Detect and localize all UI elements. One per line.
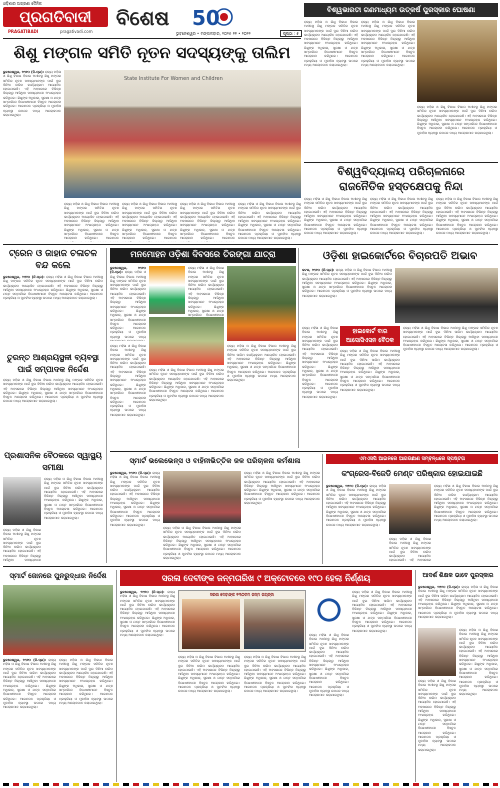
registration-marks xyxy=(3,783,498,786)
anniversary-emblem xyxy=(190,5,234,29)
logo-latin: PRAGATIBADI xyxy=(8,29,39,34)
page-number: ପୃଷ୍ଠା : ୫ xyxy=(280,30,302,37)
sarala-inset-title: ସରଳା ଦେବୀଙ୍କ ୧୩୦ତମ ଜନ୍ମ ଜୟନ୍ତୀ xyxy=(209,592,275,597)
smart-body-1 xyxy=(110,471,160,563)
congress-dateline: ଭୁବନେଶ୍ୱର, ୨୯ା୧୦ (ନି.ପ୍ର): xyxy=(326,484,368,488)
congress-portrait xyxy=(389,484,431,534)
bottom-right-body-2: ରାଜ୍ୟ ମହିଳା ଓ ଶିଶୁ ବିକାଶ ବିଭାଗ ଅଧୀନସ୍ଥ ଶିଶୁ ମଙ୍ଗଳ ସମିତିର ନୂତନ ସଦସ୍ୟମାନଙ୍କ ପାଇଁ ଦୁଇ ଦିନିଆ ତାଲିମ କାର୍ଯ୍ୟକ୍ରମ ଆୟୋଜିତ ହୋଇଯାଇଛି। ଏହି ଅବସରରେ ବିଭିନ୍ନ ଜିଲ୍ଲାରୁ ଆସିଥିବା ସଦସ୍ୟମାନେ ଅଂଶଗ୍ରହଣ କରିଥିଲେ। ଶିଶୁଙ୍କ ଅଧିକାର, ସୁରକ୍ଷା ଓ ଯତ୍ନ ସମ୍ପର୍କରେ ବିଶେଷଜ୍ଞମାନେ ବିସ୍ତୃତ ଆଲୋଚନା କରିଥିଲେ। ଆଇନଗତ ପ୍ରକ୍ରିୟା ଓ ପୁନର୍ବାସ ବ୍ୟବସ୍ଥା ଉପରେ ମଧ୍ୟ ଆଲୋକପାତ କରାଯାଇଥିଲା। xyxy=(459,628,498,697)
sarala-body-1 xyxy=(120,590,175,780)
section-rule-2 xyxy=(110,451,498,452)
tiranga-photo-1 xyxy=(149,266,185,314)
main-dateline: ଭୁବନେଶ୍ୱର, ୨୯ା୧୦ (ନି.ପ୍ର): xyxy=(3,70,44,74)
bottom-left-body-text: ରାଜ୍ୟ ମହିଳା ଓ ଶିଶୁ ବିକାଶ ବିଭାଗ ଅଧୀନସ୍ଥ ଶିଶୁ ମଙ୍ଗଳ ସମିତିର ନୂତନ ସଦସ୍ୟମାନଙ୍କ ପାଇଁ ଦୁଇ ଦିନିଆ ତାଲିମ କାର୍ଯ୍ୟକ୍ରମ ଆୟୋଜିତ ହୋଇଯାଇଛି। ଏହି ଅବସରରେ ବିଭିନ୍ନ ଜିଲ୍ଲାରୁ ଆସିଥିବା ସଦସ୍ୟମାନେ ଅଂଶଗ୍ରହଣ କରିଥିଲେ। ଶିଶୁଙ୍କ ଅଧିକାର, ସୁରକ୍ଷା ଓ ଯତ୍ନ ସମ୍ପର୍କରେ ବିଶେଷଜ୍ଞମାନେ ବିସ୍ତୃତ ଆଲୋଚନା କରିଥିଲେ। ଆଇନଗତ ପ୍ରକ୍ରିୟା ଓ ପୁନର୍ବାସ ବ୍ୟବସ୍ଥା ଉପରେ ମଧ୍ୟ ଆଲୋକପାତ କରାଯାଇଥିଲା। xyxy=(3,658,56,710)
tiranga-photo-2 xyxy=(227,266,296,341)
main-body-left xyxy=(3,70,61,240)
mid-divider xyxy=(298,248,299,448)
univ-rule xyxy=(304,162,498,163)
hc-body-text: ରାଜ୍ୟ ମହିଳା ଓ ଶିଶୁ ବିକାଶ ବିଭାଗ ଅଧୀନସ୍ଥ ଶିଶୁ ମଙ୍ଗଳ ସମିତିର ନୂତନ ସଦସ୍ୟମାନଙ୍କ ପାଇଁ ଦୁଇ ଦିନିଆ ତାଲିମ କାର୍ଯ୍ୟକ୍ରମ ଆୟୋଜିତ ହୋଇଯାଇଛି। ଏହି ଅବସରରେ ବିଭିନ୍ନ ଜିଲ୍ଲାରୁ ଆସିଥିବା ସଦସ୍ୟମାନେ ଅଂଶଗ୍ରହଣ କରିଥିଲେ। ଶିଶୁଙ୍କ ଅଧିକାର, ସୁରକ୍ଷା ଓ ଯତ୍ନ ସମ୍ପର୍କରେ ବିଶେଷଜ୍ଞମାନେ ବିସ୍ତୃତ ଆଲୋଚନା କରିଥିଲେ। ଆଇନଗତ ପ୍ରକ୍ରିୟା ଓ ପୁନର୍ବାସ ବ୍ୟବସ୍ଥା ଉପରେ ମଧ୍ୟ ଆଲୋକପାତ କରାଯାଇଥିଲା। xyxy=(302,268,392,298)
bottom-left-divider xyxy=(116,570,117,782)
top-right-body-1: ରାଜ୍ୟ ମହିଳା ଓ ଶିଶୁ ବିକାଶ ବିଭାଗ ଅଧୀନସ୍ଥ ଶିଶୁ ମଙ୍ଗଳ ସମିତିର ନୂତନ ସଦସ୍ୟମାନଙ୍କ ପାଇଁ ଦୁଇ ଦିନିଆ ତାଲିମ କାର୍ଯ୍ୟକ୍ରମ ଆୟୋଜିତ ହୋଇଯାଇଛି। ଏହି ଅବସରରେ ବିଭିନ୍ନ ଜିଲ୍ଲାରୁ ଆସିଥିବା ସଦସ୍ୟମାନେ ଅଂଶଗ୍ରହଣ କରିଥିଲେ। ଶିଶୁଙ୍କ ଅଧିକାର, ସୁରକ୍ଷା ଓ ଯତ୍ନ ସମ୍ପର୍କରେ ବିଶେଷଜ୍ଞମାନେ ବିସ୍ତୃତ ଆଲୋଚନା କରିଥିଲେ। ଆଇନଗତ ପ୍ରକ୍ରିୟା ଓ ପୁନର୍ବାସ ବ୍ୟବସ୍ଥା ଉପରେ ମଧ୍ୟ ଆଲୋକପାତ କରାଯାଇଥିଲା। xyxy=(304,20,358,67)
website: pragativadi.com xyxy=(60,29,93,34)
main-body-c4: ରାଜ୍ୟ ମହିଳା ଓ ଶିଶୁ ବିକାଶ ବିଭାଗ ଅଧୀନସ୍ଥ ଶିଶୁ ମଙ୍ଗଳ ସମିତିର ନୂତନ ସଦସ୍ୟମାନଙ୍କ ପାଇଁ ଦୁଇ ଦିନିଆ ତାଲିମ କାର୍ଯ୍ୟକ୍ରମ ଆୟୋଜିତ ହୋଇଯାଇଛି। ଏହି ଅବସରରେ ବିଭିନ୍ନ ଜିଲ୍ଲାରୁ ଆସିଥିବା ସଦସ୍ୟମାନେ ଅଂଶଗ୍ରହଣ କରିଥିଲେ। ଶିଶୁଙ୍କ ଅଧିକାର, ସୁରକ୍ଷା ଓ ଯତ୍ନ ସମ୍ପର୍କରେ ବିଶେଷଜ୍ଞମାନେ ବିସ୍ତୃତ ଆଲୋଚନା କରିଥିଲେ। ଆଇନଗତ ପ୍ରକ୍ରିୟା ଓ ପୁନର୍ବାସ ବ୍ୟବସ୍ଥା ଉପରେ ମଧ୍ୟ ଆଲୋକପାତ କରାଯାଇଥିଲା। xyxy=(238,202,301,241)
sarala-headline: ସରଳା ଦେବୀଙ୍କ ଜନ୍ମତାରିଖ ୯ ଅକ୍ଟୋବରେ ୧୯୦ ହେଲା ନିର୍ଣ୍ଣୟ xyxy=(120,570,412,586)
univ-headline-1: ବିଶ୍ୱବିଦ୍ୟାଳୟ ପରିଚାଳନାରେ xyxy=(337,165,465,178)
left-story2-body: ରାଜ୍ୟ ମହିଳା ଓ ଶିଶୁ ବିକାଶ ବିଭାଗ ଅଧୀନସ୍ଥ ଶିଶୁ ମଙ୍ଗଳ ସମିତିର ନୂତନ ସଦସ୍ୟମାନଙ୍କ ପାଇଁ ଦୁଇ ଦିନିଆ ତାଲିମ କାର୍ଯ୍ୟକ୍ରମ ଆୟୋଜିତ ହୋଇଯାଇଛି। ଏହି ଅବସରରେ ବିଭିନ୍ନ ଜିଲ୍ଲାରୁ ଆସିଥିବା ସଦସ୍ୟମାନେ ଅଂଶଗ୍ରହଣ କରିଥିଲେ। ଶିଶୁଙ୍କ ଅଧିକାର, ସୁରକ୍ଷା ଓ ଯତ୍ନ ସମ୍ପର୍କରେ ବିଶେଷଜ୍ଞମାନେ ବିସ୍ତୃତ ଆଲୋଚନା କରିଥିଲେ। ଆଇନଗତ ପ୍ରକ୍ରିୟା ଓ ପୁନର୍ବାସ ବ୍ୟବସ୍ଥା ଉପରେ ମଧ୍ୟ ଆଲୋକପାତ କରାଯାଇଥିଲା। xyxy=(3,378,103,404)
left-story1-headline: ଟ୍ରେନ ଓ ଜାହାଜ ଚଳାଚଳ ବନ୍ଦ କଲେ xyxy=(8,249,98,271)
top-right-body-3: ରାଜ୍ୟ ମହିଳା ଓ ଶିଶୁ ବିକାଶ ବିଭାଗ ଅଧୀନସ୍ଥ ଶିଶୁ ମଙ୍ଗଳ ସମିତିର ନୂତନ ସଦସ୍ୟମାନଙ୍କ ପାଇଁ ଦୁଇ ଦିନିଆ ତାଲିମ କାର୍ଯ୍ୟକ୍ରମ ଆୟୋଜିତ ହୋଇଯାଇଛି। ଏହି ଅବସରରେ ବିଭିନ୍ନ ଜିଲ୍ଲାରୁ ଆସିଥିବା ସଦସ୍ୟମାନେ ଅଂଶଗ୍ରହଣ କରିଥିଲେ। ଶିଶୁଙ୍କ ଅଧିକାର, ସୁରକ୍ଷା ଓ ଯତ୍ନ ସମ୍ପର୍କରେ ବିଶେଷଜ୍ଞମାନେ ବିସ୍ତୃତ ଆଲୋଚନା କରିଥିଲେ। ଆଇନଗତ ପ୍ରକ୍ରିୟା ଓ ପୁନର୍ବାସ ବ୍ୟବସ୍ଥା ଉପରେ ମଧ୍ୟ ଆଲୋକପାତ କରାଯାଇଥିଲା। xyxy=(417,105,497,135)
logo-text: ପ୍ରଗତିବାଦୀ xyxy=(19,8,92,26)
left-divider xyxy=(106,248,107,563)
bottom-right-dateline: ଭୁବନେଶ୍ୱର, ୨୯ା୧୦ (ନି.ପ୍ର): xyxy=(418,585,460,589)
univ-body-2: ରାଜ୍ୟ ମହିଳା ଓ ଶିଶୁ ବିକାଶ ବିଭାଗ ଅଧୀନସ୍ଥ ଶିଶୁ ମଙ୍ଗଳ ସମିତିର ନୂତନ ସଦସ୍ୟମାନଙ୍କ ପାଇଁ ଦୁଇ ଦିନିଆ ତାଲିମ କାର୍ଯ୍ୟକ୍ରମ ଆୟୋଜିତ ହୋଇଯାଇଛି। ଏହି ଅବସରରେ ବିଭିନ୍ନ ଜିଲ୍ଲାରୁ ଆସିଥିବା ସଦସ୍ୟମାନେ ଅଂଶଗ୍ରହଣ କରିଥିଲେ। ଶିଶୁଙ୍କ ଅଧିକାର, ସୁରକ୍ଷା ଓ ଯତ୍ନ ସମ୍ପର୍କରେ ବିଶେଷଜ୍ଞମାନେ ବିସ୍ତୃତ ଆଲୋଚନା କରିଥିଲେ। ଆଇନଗତ ପ୍ରକ୍ରିୟା ଓ ପୁନର୍ବାସ ବ୍ୟବସ୍ଥା ଉପରେ ମଧ୍ୟ ଆଲୋକପାତ କରାଯାଇଥିଲା। xyxy=(370,197,433,236)
bottom-left-body-1 xyxy=(3,658,56,780)
hc-photo xyxy=(395,268,498,323)
main-body-c1: ରାଜ୍ୟ ମହିଳା ଓ ଶିଶୁ ବିକାଶ ବିଭାଗ ଅଧୀନସ୍ଥ ଶିଶୁ ମଙ୍ଗଳ ସମିତିର ନୂତନ ସଦସ୍ୟମାନଙ୍କ ପାଇଁ ଦୁଇ ଦିନିଆ ତାଲିମ କାର୍ଯ୍ୟକ୍ରମ ଆୟୋଜିତ ହୋଇଯାଇଛି। ଏହି ଅବସରରେ ବିଭିନ୍ନ ଜିଲ୍ଲାରୁ ଆସିଥିବା ସଦସ୍ୟମାନେ ଅଂଶଗ୍ରହଣ କରିଥିଲେ। ଶିଶୁଙ୍କ ଅଧିକାର, ସୁରକ୍ଷା ଓ ଯତ୍ନ ସମ୍ପର୍କରେ ବିଶେଷଜ୍ଞମାନେ ବିସ୍ତୃତ ଆଲୋଚନା କରିଥିଲେ। ଆଇନଗତ xyxy=(64,202,119,241)
sarala-inset-photo-2 xyxy=(244,599,304,649)
left-dateline: ଭୁବନେଶ୍ୱର, ୨୯ା୧୦ (ନି.ପ୍ର): xyxy=(3,275,45,279)
section-rule-3 xyxy=(3,566,498,567)
section-rule-1 xyxy=(3,244,498,245)
left-story3-body: ରାଜ୍ୟ ମହିଳା ଓ ଶିଶୁ ବିକାଶ ବିଭାଗ ଅଧୀନସ୍ଥ ଶିଶୁ ମଙ୍ଗଳ ସମିତିର ନୂତନ ସଦସ୍ୟମାନଙ୍କ ପାଇଁ ଦୁଇ ଦିନିଆ ତାଲିମ କାର୍ଯ୍ୟକ୍ରମ ଆୟୋଜିତ ହୋଇଯାଇଛି। ଏହି ଅବସରରେ ବିଭିନ୍ନ ଜିଲ୍ଲାରୁ ଆସିଥିବା ସଦସ୍ୟମାନେ ଅଂଶଗ୍ରହଣ କରିଥିଲେ। ଶିଶୁଙ୍କ ଅଧିକାର, ସୁରକ୍ଷା ଓ ଯତ୍ନ ସମ୍ପର୍କରେ ବିଶେଷଜ୍ଞମାନେ ବିସ୍ତୃତ ଆଲୋଚନା କରିଥିଲେ। ଆଇନଗତ ପ୍ରକ୍ରିୟା ଓ ପୁନର୍ବାସ ବ୍ୟବସ୍ଥା ଉପରେ ମଧ୍ୟ ଆଲୋକପାତ କରାଯାଇଥିଲା। xyxy=(44,477,103,520)
hc-body-2: ରାଜ୍ୟ ମହିଳା ଓ ଶିଶୁ ବିକାଶ ବିଭାଗ ଅଧୀନସ୍ଥ ଶିଶୁ ମଙ୍ଗଳ ସମିତିର ନୂତନ ସଦସ୍ୟମାନଙ୍କ ପାଇଁ ଦୁଇ ଦିନିଆ ତାଲିମ କାର୍ଯ୍ୟକ୍ରମ ଆୟୋଜିତ ହୋଇଯାଇଛି। ଏହି ଅବସରରେ ବିଭିନ୍ନ ଜିଲ୍ଲାରୁ ଆସିଥିବା ସଦସ୍ୟମାନେ ଅଂଶଗ୍ରହଣ କରିଥିଲେ। ଶିଶୁଙ୍କ ଅଧିକାର, ସୁରକ୍ଷା ଓ ଯତ୍ନ ସମ୍ପର୍କରେ ବିଶେଷଜ୍ଞମାନେ ବିସ୍ତୃତ ଆଲୋଚନା କରିଥିଲେ। ଆଇନଗତ ପ୍ରକ୍ରିୟା ଓ ପୁନର୍ବାସ ବ୍ୟବସ୍ଥା ଉପରେ ମଧ୍ୟ ଆଲୋକପାତ କରାଯାଇଥିଲା। xyxy=(302,326,338,399)
masthead-rule xyxy=(3,38,301,39)
bottom-left-body-2: ରାଜ୍ୟ ମହିଳା ଓ ଶିଶୁ ବିକାଶ ବିଭାଗ ଅଧୀନସ୍ଥ ଶିଶୁ ମଙ୍ଗଳ ସମିତିର ନୂତନ ସଦସ୍ୟମାନଙ୍କ ପାଇଁ ଦୁଇ ଦିନିଆ ତାଲିମ କାର୍ଯ୍ୟକ୍ରମ ଆୟୋଜିତ ହୋଇଯାଇଛି। ଏହି ଅବସରରେ ବିଭିନ୍ନ ଜିଲ୍ଲାରୁ ଆସିଥିବା ସଦସ୍ୟମାନେ ଅଂଶଗ୍ରହଣ କରିଥିଲେ। ଶିଶୁଙ୍କ ଅଧିକାର, ସୁରକ୍ଷା ଓ ଯତ୍ନ ସମ୍ପର୍କରେ ବିଶେଷଜ୍ଞମାନେ ବିସ୍ତୃତ ଆଲୋଚନା କରିଥିଲେ। ଆଇନଗତ ପ୍ରକ୍ରିୟା ଓ ପୁନର୍ବାସ ବ୍ୟବସ୍ଥା ଉପରେ ମଧ୍ୟ ଆଲୋକପାତ କରାଯାଇଥିଲା। xyxy=(59,658,113,705)
smart-body-text: ରାଜ୍ୟ ମହିଳା ଓ ଶିଶୁ ବିକାଶ ବିଭାଗ ଅଧୀନସ୍ଥ ଶିଶୁ ମଙ୍ଗଳ ସମିତିର ନୂତନ ସଦସ୍ୟମାନଙ୍କ ପାଇଁ ଦୁଇ ଦିନିଆ ତାଲିମ କାର୍ଯ୍ୟକ୍ରମ ଆୟୋଜିତ ହୋଇଯାଇଛି। ଏହି ଅବସରରେ ବିଭିନ୍ନ ଜିଲ୍ଲାରୁ ଆସିଥିବା ସଦସ୍ୟମାନେ ଅଂଶଗ୍ରହଣ କରିଥିଲେ। ଶିଶୁଙ୍କ ଅଧିକାର, ସୁରକ୍ଷା ଓ ଯତ୍ନ ସମ୍ପର୍କରେ ବିଶେଷଜ୍ଞମାନେ ବିସ୍ତୃତ ଆଲୋଚନା କରିଥିଲେ। ଆଇନଗତ ପ୍ରକ୍ରିୟା ଓ ପୁନର୍ବାସ ବ୍ୟବସ୍ଥା ଉପରେ ମଧ୍ୟ ଆଲୋକପାତ କରାଯାଇଥିଲା। xyxy=(110,471,160,527)
hc-subhead-1: ହାଇକୋର୍ଟ ବାର xyxy=(352,328,388,335)
smart-dateline: ଭୁବନେଶ୍ୱର, ୨୯ା୧୦ (ନି.ପ୍ର): xyxy=(110,471,152,475)
main-headline: ଶିଶୁ ମଙ୍ଗଳ ସମିତି ନୂତନ ସଦସ୍ୟଙ୍କୁ ତାଲିମ xyxy=(13,43,291,62)
tiranga-photo-3 xyxy=(149,317,224,365)
bottom-left-photo xyxy=(3,585,113,655)
hc-body-1 xyxy=(302,268,392,323)
hc-headline: ଓଡ଼ିଶା ହାଇକୋର୍ଟରେ ବିଚାରପତି ଅଭାବ xyxy=(322,250,478,262)
smart-body-2: ରାଜ୍ୟ ମହିଳା ଓ ଶିଶୁ ବିକାଶ ବିଭାଗ ଅଧୀନସ୍ଥ ଶିଶୁ ମଙ୍ଗଳ ସମିତିର ନୂତନ ସଦସ୍ୟମାନଙ୍କ ପାଇଁ ଦୁଇ ଦିନିଆ ତାଲିମ କାର୍ଯ୍ୟକ୍ରମ ଆୟୋଜିତ ହୋଇଯାଇଛି। ଏହି ଅବସରରେ ବିଭିନ୍ନ ଜିଲ୍ଲାରୁ ଆସିଥିବା ସଦସ୍ୟମାନେ ଅଂଶଗ୍ରହଣ କରିଥିଲେ। ଶିଶୁଙ୍କ ଅଧିକାର, ସୁରକ୍ଷା ଓ ଯତ୍ନ ସମ୍ପର୍କରେ ବିଶେଷଜ୍ଞମାନେ ବିସ୍ତୃତ ଆଲୋଚନା କରିଥିଲେ। ଆଇନଗତ ପ୍ରକ୍ରିୟା ଓ ପୁନର୍ବାସ ବ୍ୟବସ୍ଥା ଉପରେ ମଧ୍ୟ ଆଲୋକପାତ କରାଯାଇଥିଲା। xyxy=(244,471,320,506)
smart-body-3: ରାଜ୍ୟ ମହିଳା ଓ ଶିଶୁ ବିକାଶ ବିଭାଗ ଅଧୀନସ୍ଥ ଶିଶୁ ମଙ୍ଗଳ ସମିତିର ନୂତନ ସଦସ୍ୟମାନଙ୍କ ପାଇଁ ଦୁଇ ଦିନିଆ ତାଲିମ କାର୍ଯ୍ୟକ୍ରମ ଆୟୋଜିତ ହୋଇଯାଇଛି। ଏହି ଅବସରରେ ବିଭିନ୍ନ ଜିଲ୍ଲାରୁ ଆସିଥିବା ସଦସ୍ୟମାନେ ଅଂଶଗ୍ରହଣ କରିଥିଲେ। ଶିଶୁଙ୍କ ଅଧିକାର, ସୁରକ୍ଷା ଓ ଯତ୍ନ ସମ୍ପର୍କରେ ବିଶେଷଜ୍ଞମାନେ ବିସ୍ତୃତ ଆଲୋଚନା କରିଥିଲେ। ଆଇନଗତ ପ୍ରକ୍ରିୟା ଓ ପୁନର୍ବାସ ବ୍ୟବସ୍ଥା ଉପରେ ମଧ୍ୟ ଆଲୋକପାତ କରାଯାଇଥିଲା। xyxy=(163,526,241,561)
bottom-right-divider xyxy=(415,570,416,782)
left-body-text: ରାଜ୍ୟ ମହିଳା ଓ ଶିଶୁ ବିକାଶ ବିଭାଗ ଅଧୀନସ୍ଥ ଶିଶୁ ମଙ୍ଗଳ ସମିତିର ନୂତନ ସଦସ୍ୟମାନଙ୍କ ପାଇଁ ଦୁଇ ଦିନିଆ ତାଲିମ କାର୍ଯ୍ୟକ୍ରମ ଆୟୋଜିତ ହୋଇଯାଇଛି। ଏହି ଅବସରରେ ବିଭିନ୍ନ ଜିଲ୍ଲାରୁ ଆସିଥିବା ସଦସ୍ୟମାନେ ଅଂଶଗ୍ରହଣ କରିଥିଲେ। ଶିଶୁଙ୍କ ଅଧିକାର, ସୁରକ୍ଷା ଓ ଯତ୍ନ ସମ୍ପର୍କରେ ବିଶେଷଜ୍ଞମାନେ ବିସ୍ତୃତ ଆଲୋଚନା କରିଥିଲେ। ଆଇନଗତ ପ୍ରକ୍ରିୟା ଓ ପୁନର୍ବାସ ବ୍ୟବସ୍ଥା ଉପରେ ମଧ୍ୟ ଆଲୋକପାତ କରାଯାଇଥିଲା। xyxy=(3,275,103,301)
congress-body-3: ରାଜ୍ୟ ମହିଳା ଓ ଶିଶୁ ବିକାଶ ବିଭାଗ ଅଧୀନସ୍ଥ ଶିଶୁ ମଙ୍ଗଳ ସମିତିର ନୂତନ ସଦସ୍ୟମାନଙ୍କ ପାଇଁ ଦୁଇ ଦିନିଆ ତାଲିମ କାର୍ଯ୍ୟକ୍ରମ ଆୟୋଜିତ ହୋଇଯାଇଛି। ଏହି ଅବସରରେ xyxy=(389,537,431,563)
sarala-inset xyxy=(178,590,306,652)
left-story3-headline: ପ୍ରଶାସନିକ ବୈଠକରେ ସ୍ୱାସ୍ଥ୍ୟ ସମୀକ୍ଷା xyxy=(4,451,102,472)
univ-headline-2: ରାଜନୈତିକ ହସ୍ତକ୍ଷେପକୁ ନିନ୍ଦା xyxy=(339,180,463,193)
bottom-left-dateline: ଭୁବନେଶ୍ୱର, ୨୯ା୧୦ (ନି.ପ୍ର): xyxy=(3,658,47,662)
congress-kicker: ଏମଏସପି ଆଇନରେ ଆଗଉଛାଣ ସମ୍ବନ୍ଧରେ ସ୍ପଷ୍ଟତା xyxy=(326,454,498,464)
main-body-c3: ରାଜ୍ୟ ମହିଳା ଓ ଶିଶୁ ବିକାଶ ବିଭାଗ ଅଧୀନସ୍ଥ ଶିଶୁ ମଙ୍ଗଳ ସମିତିର ନୂତନ ସଦସ୍ୟମାନଙ୍କ ପାଇଁ ଦୁଇ ଦିନିଆ ତାଲିମ କାର୍ଯ୍ୟକ୍ରମ ଆୟୋଜିତ ହୋଇଯାଇଛି। ଏହି ଅବସରରେ ବିଭିନ୍ନ ଜିଲ୍ଲାରୁ ଆସିଥିବା ସଦସ୍ୟମାନେ ଅଂଶଗ୍ରହଣ କରିଥିଲେ। ଶିଶୁଙ୍କ ଅଧିକାର, ସୁରକ୍ଷା ଓ ଯତ୍ନ ସମ୍ପର୍କରେ ବିଶେଷଜ୍ଞମାନେ ବିସ୍ତୃତ ଆଲୋଚନା କରିଥିଲେ। ଆଇନଗତ xyxy=(180,202,235,241)
main-photo-banner: State Institute For Women and Children xyxy=(124,76,223,82)
tiranga-body-text: ରାଜ୍ୟ ମହିଳା ଓ ଶିଶୁ ବିକାଶ ବିଭାଗ ଅଧୀନସ୍ଥ ଶିଶୁ ମଙ୍ଗଳ ସମିତିର ନୂତନ ସଦସ୍ୟମାନଙ୍କ ପାଇଁ ଦୁଇ ଦିନିଆ ତାଲିମ କାର୍ଯ୍ୟକ୍ରମ ଆୟୋଜିତ ହୋଇଯାଇଛି। ଏହି ଅବସରରେ ବିଭିନ୍ନ ଜିଲ୍ଲାରୁ ଆସିଥିବା ସଦସ୍ୟମାନେ ଅଂଶଗ୍ରହଣ କରିଥିଲେ। ଶିଶୁଙ୍କ ଅଧିକାର, ସୁରକ୍ଷା ଓ ଯତ୍ନ ସମ୍ପର୍କରେ ବିଶେଷଜ୍ଞମାନେ ବିସ୍ତୃତ ଆଲୋଚନା କରିଥିଲେ। ଆଇନଗତ ପ୍ରକ୍ରିୟା ଓ ପୁନର୍ବାସ ବ୍ୟବସ୍ଥା ଉପରେ ମଧ୍ୟ xyxy=(110,270,146,339)
sarala-body-5: ରାଜ୍ୟ ମହିଳା ଓ ଶିଶୁ ବିକାଶ ବିଭାଗ ଅଧୀନସ୍ଥ ଶିଶୁ ମଙ୍ଗଳ ସମିତିର ନୂତନ ସଦସ୍ୟମାନଙ୍କ ପାଇଁ ଦୁଇ ଦିନିଆ ତାଲିମ କାର୍ଯ୍ୟକ୍ରମ ଆୟୋଜିତ ହୋଇଯାଇଛି। ଏହି ଅବସରରେ ବିଭିନ୍ନ ଜିଲ୍ଲାରୁ ଆସିଥିବା ସଦସ୍ୟମାନେ ଅଂଶଗ୍ରହଣ କରିଥିଲେ। ଶିଶୁଙ୍କ ଅଧିକାର, ସୁରକ୍ଷା ଓ ଯତ୍ନ ସମ୍ପର୍କରେ ବିଶେଷଜ୍ଞମାନେ ବିସ୍ତୃତ ଆଲୋଚନା କରିଥିଲେ। ଆଇନଗତ ପ୍ରକ୍ରିୟା ଓ ପୁନର୍ବାସ ବ୍ୟବସ୍ଥା ଉପରେ ମଧ୍ୟ ଆଲୋକପାତ କରାଯାଇଥିଲା। xyxy=(352,590,412,633)
main-body-text: ରାଜ୍ୟ ମହିଳା ଓ ଶିଶୁ ବିକାଶ ବିଭାଗ ଅଧୀନସ୍ଥ ଶିଶୁ ମଙ୍ଗଳ ସମିତିର ନୂତନ ସଦସ୍ୟମାନଙ୍କ ପାଇଁ ଦୁଇ ଦିନିଆ ତାଲିମ କାର୍ଯ୍ୟକ୍ରମ ଆୟୋଜିତ ହୋଇଯାଇଛି। ଏହି ଅବସରରେ ବିଭିନ୍ନ ଜିଲ୍ଲାରୁ ଆସିଥିବା ସଦସ୍ୟମାନେ ଅଂଶଗ୍ରହଣ କରିଥିଲେ। ଶିଶୁଙ୍କ ଅଧିକାର, ସୁରକ୍ଷା ଓ ଯତ୍ନ ସମ୍ପର୍କରେ ବିଶେଷଜ୍ଞମାନେ ବିସ୍ତୃତ ଆଲୋଚନା କରିଥିଲେ। ଆଇନଗତ ପ୍ରକ୍ରିୟା ଓ ପୁନର୍ବାସ ବ୍ୟବସ୍ଥା ଉପରେ ମଧ୍ୟ ଆଲୋକପାତ କରାଯାଇଥିଲା। xyxy=(3,70,61,117)
bottom-right-body-3: ରାଜ୍ୟ ମହିଳା ଓ ଶିଶୁ ବିକାଶ ବିଭାଗ ଅଧୀନସ୍ଥ ଶିଶୁ ମଙ୍ଗଳ ସମିତିର ନୂତନ ସଦସ୍ୟମାନଙ୍କ ପାଇଁ ଦୁଇ ଦିନିଆ ତାଲିମ କାର୍ଯ୍ୟକ୍ରମ ଆୟୋଜିତ ହୋଇଯାଇଛି। ଏହି ଅବସରରେ ବିଭିନ୍ନ ଜିଲ୍ଲାରୁ ଆସିଥିବା ସଦସ୍ୟମାନେ ଅଂଶଗ୍ରହଣ କରିଥିଲେ। ଶିଶୁଙ୍କ ଅଧିକାର, ସୁରକ୍ଷା ଓ ଯତ୍ନ ସମ୍ପର୍କରେ ବିଶେଷଜ୍ଞମାନେ ବିସ୍ତୃତ ଆଲୋଚନା କରିଥିଲେ। ଆଇନଗତ ପ୍ରକ୍ରିୟା ଓ ପୁନର୍ବାସ ବ୍ୟବସ୍ଥା ଉପରେ ମଧ୍ୟ ଆଲୋକପାତ କରାଯାଇଥିଲା। xyxy=(418,679,456,752)
congress-body-2: ରାଜ୍ୟ ମହିଳା ଓ ଶିଶୁ ବିକାଶ ବିଭାଗ ଅଧୀନସ୍ଥ ଶିଶୁ ମଙ୍ଗଳ ସମିତିର ନୂତନ ସଦସ୍ୟମାନଙ୍କ ପାଇଁ ଦୁଇ ଦିନିଆ ତାଲିମ କାର୍ଯ୍ୟକ୍ରମ ଆୟୋଜିତ ହୋଇଯାଇଛି। ଏହି ଅବସରରେ ବିଭିନ୍ନ ଜିଲ୍ଲାରୁ ଆସିଥିବା ସଦସ୍ୟମାନେ ଅଂଶଗ୍ରହଣ କରିଥିଲେ। ଶିଶୁଙ୍କ ଅଧିକାର, ସୁରକ୍ଷା ଓ ଯତ୍ନ ସମ୍ପର୍କରେ ବିଶେଷଜ୍ଞମାନେ ବିସ୍ତୃତ ଆଲୋଚନା କରିଥିଲେ। ଆଇନଗତ ପ୍ରକ୍ରିୟା ଓ ପୁନର୍ବାସ ବ୍ୟବସ୍ଥା ଉପରେ ମଧ୍ୟ ଆଲୋକପାତ କରାଯାଇଥିଲା। xyxy=(434,484,498,523)
sarala-body-4: ରାଜ୍ୟ ମହିଳା ଓ ଶିଶୁ ବିକାଶ ବିଭାଗ ଅଧୀନସ୍ଥ ଶିଶୁ ମଙ୍ଗଳ ସମିତିର ନୂତନ ସଦସ୍ୟମାନଙ୍କ ପାଇଁ ଦୁଇ ଦିନିଆ ତାଲିମ କାର୍ଯ୍ୟକ୍ରମ ଆୟୋଜିତ ହୋଇଯାଇଛି। ଏହି ଅବସରରେ ବିଭିନ୍ନ ଜିଲ୍ଲାରୁ ଆସିଥିବା ସଦସ୍ୟମାନେ ଅଂଶଗ୍ରହଣ କରିଥିଲେ। ଶିଶୁଙ୍କ ଅଧିକାର, ସୁରକ୍ଷା ଓ ଯତ୍ନ ସମ୍ପର୍କରେ ବିଶେଷଜ୍ଞମାନେ ବିସ୍ତୃତ ଆଲୋଚନା କରିଥିଲେ। ଆଇନଗତ ପ୍ରକ୍ରିୟା ଓ ପୁନର୍ବାସ ବ୍ୟବସ୍ଥା ଉପରେ ମଧ୍ୟ ଆଲୋକପାତ କରାଯାଇଥିଲା। xyxy=(309,633,349,698)
congress-body-text: ରାଜ୍ୟ ମହିଳା ଓ ଶିଶୁ ବିକାଶ ବିଭାଗ ଅଧୀନସ୍ଥ ଶିଶୁ ମଙ୍ଗଳ ସମିତିର ନୂତନ ସଦସ୍ୟମାନଙ୍କ ପାଇଁ ଦୁଇ ଦିନିଆ ତାଲିମ କାର୍ଯ୍ୟକ୍ରମ ଆୟୋଜିତ ହୋଇଯାଇଛି। ଏହି ଅବସରରେ ବିଭିନ୍ନ ଜିଲ୍ଲାରୁ ଆସିଥିବା ସଦସ୍ୟମାନେ ଅଂଶଗ୍ରହଣ କରିଥିଲେ। ଶିଶୁଙ୍କ ଅଧିକାର, ସୁରକ୍ଷା ଓ ଯତ୍ନ ସମ୍ପର୍କରେ ବିଶେଷଜ୍ଞମାନେ ବିସ୍ତୃତ ଆଲୋଚନା କରିଥିଲେ। ଆଇନଗତ ପ୍ରକ୍ରିୟା ଓ ପୁନର୍ବାସ ବ୍ୟବସ୍ଥା ଉପରେ ମଧ୍ୟ ଆଲୋକପାତ କରାଯାଇଥିଲା। xyxy=(326,484,386,527)
univ-body-3: ରାଜ୍ୟ ମହିଳା ଓ ଶିଶୁ ବିକାଶ ବିଭାଗ ଅଧୀନସ୍ଥ ଶିଶୁ ମଙ୍ଗଳ ସମିତିର ନୂତନ ସଦସ୍ୟମାନଙ୍କ ପାଇଁ ଦୁଇ ଦିନିଆ ତାଲିମ କାର୍ଯ୍ୟକ୍ରମ ଆୟୋଜିତ ହୋଇଯାଇଛି। ଏହି ଅବସରରେ ବିଭିନ୍ନ ଜିଲ୍ଲାରୁ ଆସିଥିବା ସଦସ୍ୟମାନେ ଅଂଶଗ୍ରହଣ କରିଥିଲେ। ଶିଶୁଙ୍କ ଅଧିକାର, ସୁରକ୍ଷା ଓ ଯତ୍ନ ସମ୍ପର୍କରେ ବିଶେଷଜ୍ଞମାନେ ବିସ୍ତୃତ ଆଲୋଚନା କରିଥିଲେ। ଆଇନଗତ ପ୍ରକ୍ରିୟା ଓ ପୁନର୍ବାସ ବ୍ୟବସ୍ଥା ଉପରେ ମଧ୍ୟ ଆଲୋକପାତ କରାଯାଇଥିଲା। xyxy=(436,197,498,236)
tiranga-body-1 xyxy=(110,266,146,341)
masthead-logo xyxy=(3,7,108,27)
smart-headline: ସ୍ମାର୍ଟ ଭଲେଭେନ୍ସ ଓ ବାହିନୀଭିତ୍ତିକ ଜଳ ପରିଚାଳନା କର୍ମଶାଳା xyxy=(129,456,301,465)
congress-divider xyxy=(322,454,323,564)
sarala-body-2: ରାଜ୍ୟ ମହିଳା ଓ ଶିଶୁ ବିକାଶ ବିଭାଗ ଅଧୀନସ୍ଥ ଶିଶୁ ମଙ୍ଗଳ ସମିତିର ନୂତନ ସଦସ୍ୟମାନଙ୍କ ପାଇଁ ଦୁଇ ଦିନିଆ ତାଲିମ କାର୍ଯ୍ୟକ୍ରମ ଆୟୋଜିତ ହୋଇଯାଇଛି। ଏହି ଅବସରରେ ବିଭିନ୍ନ ଜିଲ୍ଲାରୁ ଆସିଥିବା ସଦସ୍ୟମାନେ ଅଂଶଗ୍ରହଣ କରିଥିଲେ। ଶିଶୁଙ୍କ ଅଧିକାର, ସୁରକ୍ଷା ଓ ଯତ୍ନ ସମ୍ପର୍କରେ ବିଶେଷଜ୍ଞମାନେ ବିସ୍ତୃତ ଆଲୋଚନା କରିଥିଲେ। ଆଇନଗତ ପ୍ରକ୍ରିୟା ଓ ପୁନର୍ବାସ ବ୍ୟବସ୍ଥା ଉପରେ ମଧ୍ୟ ଆଲୋକପାତ କରାଯାଇଥିଲା। xyxy=(178,655,240,694)
top-right-headline: ବିଶ୍ୱଭାରତୀ ଗଣମାଧ୍ୟମ ଉତ୍କର୍ଷ ପୁରସ୍କାର ଘୋଷଣା xyxy=(304,3,498,17)
date-line: ଭୁବନେଶ୍ୱର • ମଙ୍ଗଳବାର, ୨୦୨୫ ୧୧ • ୨୦୨୨ xyxy=(176,31,251,36)
section-title: ବିଶେଷ xyxy=(116,6,170,30)
hc-body-3: ରାଜ୍ୟ ମହିଳା ଓ ଶିଶୁ ବିକାଶ ବିଭାଗ ଅଧୀନସ୍ଥ ଶିଶୁ ମଙ୍ଗଳ ସମିତିର ନୂତନ ସଦସ୍ୟମାନଙ୍କ ପାଇଁ ଦୁଇ ଦିନିଆ ତାଲିମ କାର୍ଯ୍ୟକ୍ରମ ଆୟୋଜିତ ହୋଇଯାଇଛି। ଏହି ଅବସରରେ ବିଭିନ୍ନ ଜିଲ୍ଲାରୁ ଆସିଥିବା ସଦସ୍ୟମାନେ ଅଂଶଗ୍ରହଣ କରିଥିଲେ। ଶିଶୁଙ୍କ ଅଧିକାର, ସୁରକ୍ଷା ଓ ଯତ୍ନ ସମ୍ପର୍କରେ ବିଶେଷଜ୍ଞମାନେ ବିସ୍ତୃତ ଆଲୋଚନା କରିଥିଲେ। ଆଇନଗତ ପ୍ରକ୍ରିୟା ଓ ପୁନର୍ବାସ ବ୍ୟବସ୍ଥା ଉପରେ ମଧ୍ୟ ଆଲୋକପାତ କରାଯାଇଥିଲା। xyxy=(340,349,400,392)
award-photo xyxy=(417,20,497,102)
bottom-right-headline: ଆଦର୍ଶ ଶିକ୍ଷକ ଭାବେ ପୁରସ୍କାର xyxy=(422,572,494,579)
hc-subhead-2: ଆସୋସିଏସନ ବୈଠକ xyxy=(346,337,394,344)
bottom-right-portrait xyxy=(418,628,456,676)
hc-body-4: ରାଜ୍ୟ ମହିଳା ଓ ଶିଶୁ ବିକାଶ ବିଭାଗ ଅଧୀନସ୍ଥ ଶିଶୁ ମଙ୍ଗଳ ସମିତିର ନୂତନ ସଦସ୍ୟମାନଙ୍କ ପାଇଁ ଦୁଇ ଦିନିଆ ତାଲିମ କାର୍ଯ୍ୟକ୍ରମ ଆୟୋଜିତ ହୋଇଯାଇଛି। ଏହି ଅବସରରେ ବିଭିନ୍ନ ଜିଲ୍ଲାରୁ ଆସିଥିବା ସଦସ୍ୟମାନେ ଅଂଶଗ୍ରହଣ କରିଥିଲେ। ଶିଶୁଙ୍କ ଅଧିକାର, ସୁରକ୍ଷା ଓ ଯତ୍ନ ସମ୍ପର୍କରେ ବିଶେଷଜ୍ଞମାନେ ବିସ୍ତୃତ ଆଲୋଚନା କରିଥିଲେ। ଆଇନଗତ ପ୍ରକ୍ରିୟା ଓ ପୁନର୍ବାସ ବ୍ୟବସ୍ଥା ଉପରେ ମଧ୍ୟ ଆଲୋକପାତ କରାଯାଇଥିଲା। xyxy=(403,326,498,352)
tiranga-body-2: ରାଜ୍ୟ ମହିଳା ଓ ଶିଶୁ ବିକାଶ ବିଭାଗ ଅଧୀନସ୍ଥ ଶିଶୁ ମଙ୍ଗଳ ସମିତିର ନୂତନ ସଦସ୍ୟମାନଙ୍କ ପାଇଁ ଦୁଇ ଦିନିଆ ତାଲିମ କାର୍ଯ୍ୟକ୍ରମ ଆୟୋଜିତ ହୋଇଯାଇଛି। ଏହି ଅବସରରେ ବିଭିନ୍ନ ଜିଲ୍ଲାରୁ ଆସିଥିବା ସଦସ୍ୟମାନେ ଅଂଶଗ୍ରହଣ କରିଥିଲେ। ଶିଶୁଙ୍କ ଅଧିକାର, ସୁରକ୍ଷା ଓ ଯତ୍ନ ସମ୍ପର୍କରେ ବିଶେଷଜ୍ଞମାନେ xyxy=(188,266,224,318)
smart-photo xyxy=(163,471,241,523)
left-story2-headline: ତୁରନ୍ତ ଆଶ୍ରୟସ୍ଥଳୀ ବ୍ୟବସ୍ଥା ପାଇଁ ସମ୍ପାଦକ ନିର୍ଦ୍ଦେଶ xyxy=(7,353,99,374)
sarala-inset-photo-1 xyxy=(182,599,240,649)
sarala-body-text: ରାଜ୍ୟ ମହିଳା ଓ ଶିଶୁ ବିକାଶ ବିଭାଗ ଅଧୀନସ୍ଥ ଶିଶୁ ମଙ୍ଗଳ ସମିତିର ନୂତନ ସଦସ୍ୟମାନଙ୍କ ପାଇଁ ଦୁଇ ଦିନିଆ ତାଲିମ କାର୍ଯ୍ୟକ୍ରମ ଆୟୋଜିତ ହୋଇଯାଇଛି। ଏହି ଅବସରରେ ବିଭିନ୍ନ ଜିଲ୍ଲାରୁ ଆସିଥିବା ସଦସ୍ୟମାନେ ଅଂଶଗ୍ରହଣ କରିଥିଲେ। ଶିଶୁଙ୍କ ଅଧିକାର, ସୁରକ୍ଷା ଓ ଯତ୍ନ ସମ୍ପର୍କରେ ବିଶେଷଜ୍ଞମାନେ ବିସ୍ତୃତ ଆଲୋଚନା କରିଥିଲେ। ଆଇନଗତ ପ୍ରକ୍ରିୟା ଓ ପୁନର୍ବାସ ବ୍ୟବସ୍ଥା ଉପରେ ମଧ୍ୟ ଆଲୋକପାତ କରାଯାଇଥିଲା। xyxy=(120,590,175,637)
hc-subhead xyxy=(340,326,400,346)
bottom-left-headline: ସ୍ମାର୍ଟ ଜୋନରେ ପୁନରୁଦ୍ଧାର ନିର୍ଦ୍ଦେଶ xyxy=(9,572,107,580)
congress-body-1 xyxy=(326,484,386,563)
sarala-dateline: ଭୁବନେଶ୍ୱର, ୨୯ା୧୦ (ନି.ପ୍ର): xyxy=(120,590,165,594)
main-photo xyxy=(64,70,301,198)
main-body-c2: ରାଜ୍ୟ ମହିଳା ଓ ଶିଶୁ ବିକାଶ ବିଭାଗ ଅଧୀନସ୍ଥ ଶିଶୁ ମଙ୍ଗଳ ସମିତିର ନୂତନ ସଦସ୍ୟମାନଙ୍କ ପାଇଁ ଦୁଇ ଦିନିଆ ତାଲିମ କାର୍ଯ୍ୟକ୍ରମ ଆୟୋଜିତ ହୋଇଯାଇଛି। ଏହି ଅବସରରେ ବିଭିନ୍ନ ଜିଲ୍ଲାରୁ ଆସିଥିବା ସଦସ୍ୟମାନେ ଅଂଶଗ୍ରହଣ କରିଥିଲେ। ଶିଶୁଙ୍କ ଅଧିକାର, ସୁରକ୍ଷା ଓ ଯତ୍ନ ସମ୍ପର୍କରେ ବିଶେଷଜ୍ଞମାନେ ବିସ୍ତୃତ ଆଲୋଚନା କରିଥିଲେ। ଆଇନଗତ xyxy=(122,202,177,241)
tiranga-dateline: ଭୁବନେଶ୍ୱର, ୨୯ା୧୦ (ନି.ପ୍ର): xyxy=(110,266,146,275)
tiranga-body-4: ରାଜ୍ୟ ମହିଳା ଓ ଶିଶୁ ବିକାଶ ବିଭାଗ ଅଧୀନସ୍ଥ ଶିଶୁ ମଙ୍ଗଳ ସମିତିର ନୂତନ ସଦସ୍ୟମାନଙ୍କ ପାଇଁ ଦୁଇ ଦିନିଆ ତାଲିମ କାର୍ଯ୍ୟକ୍ରମ ଆୟୋଜିତ ହୋଇଯାଇଛି। ଏହି ଅବସରରେ ବିଭିନ୍ନ ଜିଲ୍ଲାରୁ ଆସିଥିବା ସଦସ୍ୟମାନେ ଅଂଶଗ୍ରହଣ କରିଥିଲେ। ଶିଶୁଙ୍କ ଅଧିକାର, ସୁରକ୍ଷା ଓ ଯତ୍ନ ସମ୍ପର୍କରେ ବିଶେଷଜ୍ଞମାନେ ବିସ୍ତୃତ ଆଲୋଚନା କରିଥିଲେ। ଆଇନଗତ ପ୍ରକ୍ରିୟା ଓ ପୁନର୍ବାସ ବ୍ୟବସ୍ଥା ଉପରେ ମଧ୍ୟ ଆଲୋକପାତ କରାଯାଇଥିଲା। xyxy=(149,368,224,403)
bottom-right-body-text: ରାଜ୍ୟ ମହିଳା ଓ ଶିଶୁ ବିକାଶ ବିଭାଗ ଅଧୀନସ୍ଥ ଶିଶୁ ମଙ୍ଗଳ ସମିତିର ନୂତନ ସଦସ୍ୟମାନଙ୍କ ପାଇଁ ଦୁଇ ଦିନିଆ ତାଲିମ କାର୍ଯ୍ୟକ୍ରମ ଆୟୋଜିତ ହୋଇଯାଇଛି। ଏହି ଅବସରରେ ବିଭିନ୍ନ ଜିଲ୍ଲାରୁ ଆସିଥିବା ସଦସ୍ୟମାନେ ଅଂଶଗ୍ରହଣ କରିଥିଲେ। ଶିଶୁଙ୍କ ଅଧିକାର, ସୁରକ୍ଷା ଓ ଯତ୍ନ ସମ୍ପର୍କରେ ବିଶେଷଜ୍ଞମାନେ ବିସ୍ତୃତ ଆଲୋଚନା କରିଥିଲେ। ଆଇନଗତ ପ୍ରକ୍ରିୟା ଓ ପୁନର୍ବାସ ବ୍ୟବସ୍ଥା ଉପରେ ମଧ୍ୟ ଆଲୋକପାତ କରାଯାଇଥିଲା। xyxy=(418,585,498,620)
univ-body-1: ରାଜ୍ୟ ମହିଳା ଓ ଶିଶୁ ବିକାଶ ବିଭାଗ ଅଧୀନସ୍ଥ ଶିଶୁ ମଙ୍ଗଳ ସମିତିର ନୂତନ ସଦସ୍ୟମାନଙ୍କ ପାଇଁ ଦୁଇ ଦିନିଆ ତାଲିମ କାର୍ଯ୍ୟକ୍ରମ ଆୟୋଜିତ ହୋଇଯାଇଛି। ଏହି ଅବସରରେ ବିଭିନ୍ନ ଜିଲ୍ଲାରୁ ଆସିଥିବା ସଦସ୍ୟମାନେ ଅଂଶଗ୍ରହଣ କରିଥିଲେ। ଶିଶୁଙ୍କ ଅଧିକାର, ସୁରକ୍ଷା ଓ ଯତ୍ନ ସମ୍ପର୍କରେ ବିଶେଷଜ୍ଞମାନେ ବିସ୍ତୃତ ଆଲୋଚନା କରିଥିଲେ। ଆଇନଗତ ପ୍ରକ୍ରିୟା ଓ ପୁନର୍ବାସ ବ୍ୟବସ୍ଥା ଉପରେ ମଧ୍ୟ ଆଲୋକପାତ କରାଯାଇଥିଲା। xyxy=(304,197,367,236)
tiranga-body-5: ରାଜ୍ୟ ମହିଳା ଓ ଶିଶୁ ବିକାଶ ବିଭାଗ ଅଧୀନସ୍ଥ ଶିଶୁ ମଙ୍ଗଳ ସମିତିର ନୂତନ ସଦସ୍ୟମାନଙ୍କ ପାଇଁ ଦୁଇ ଦିନିଆ ତାଲିମ କାର୍ଯ୍ୟକ୍ରମ ଆୟୋଜିତ ହୋଇଯାଇଛି। ଏହି ଅବସରରେ ବିଭିନ୍ନ ଜିଲ୍ଲାରୁ ଆସିଥିବା ସଦସ୍ୟମାନେ ଅଂଶଗ୍ରହଣ କରିଥିଲେ। ଶିଶୁଙ୍କ ଅଧିକାର, ସୁରକ୍ଷା ଓ ଯତ୍ନ ସମ୍ପର୍କରେ ବିଶେଷଜ୍ଞମାନେ ବିସ୍ତୃତ ଆଲୋଚନା କରିଥିଲେ। ଆଇନଗତ ପ୍ରକ୍ରିୟା ଓ ପୁନର୍ବାସ ବ୍ୟବସ୍ଥା ଉପରେ ମଧ୍ୟ ଆଲୋକପାତ କରାଯାଇଥିଲା। xyxy=(227,344,296,383)
anniversary-number: 50 xyxy=(192,6,220,29)
tiranga-headline: ମନମୋହନ ଓଡ଼ିଶା ଦିବସରେ ତିରଙ୍ଗା ଯାତ୍ରା xyxy=(110,248,296,263)
left-portrait xyxy=(3,477,41,525)
left-story1-body xyxy=(3,275,103,350)
top-right-body-2: ରାଜ୍ୟ ମହିଳା ଓ ଶିଶୁ ବିକାଶ ବିଭାଗ ଅଧୀନସ୍ଥ ଶିଶୁ ମଙ୍ଗଳ ସମିତିର ନୂତନ ସଦସ୍ୟମାନଙ୍କ ପାଇଁ ଦୁଇ ଦିନିଆ ତାଲିମ କାର୍ଯ୍ୟକ୍ରମ ଆୟୋଜିତ ହୋଇଯାଇଛି। ଏହି ଅବସରରେ ବିଭିନ୍ନ ଜିଲ୍ଲାରୁ ଆସିଥିବା ସଦସ୍ୟମାନେ ଅଂଶଗ୍ରହଣ କରିଥିଲେ। ଶିଶୁଙ୍କ ଅଧିକାର, ସୁରକ୍ଷା ଓ ଯତ୍ନ ସମ୍ପର୍କରେ ବିଶେଷଜ୍ଞମାନେ ବିସ୍ତୃତ ଆଲୋଚନା କରିଥିଲେ। ଆଇନଗତ ପ୍ରକ୍ରିୟା ଓ ପୁନର୍ବାସ ବ୍ୟବସ୍ଥା ଉପରେ ମଧ୍ୟ ଆଲୋକପାତ କରାଯାଇଥିଲା। xyxy=(361,20,415,67)
sarala-body-3: ରାଜ୍ୟ ମହିଳା ଓ ଶିଶୁ ବିକାଶ ବିଭାଗ ଅଧୀନସ୍ଥ ଶିଶୁ ମଙ୍ଗଳ ସମିତିର ନୂତନ ସଦସ୍ୟମାନଙ୍କ ପାଇଁ ଦୁଇ ଦିନିଆ ତାଲିମ କାର୍ଯ୍ୟକ୍ରମ ଆୟୋଜିତ ହୋଇଯାଇଛି। ଏହି ଅବସରରେ ବିଭିନ୍ନ ଜିଲ୍ଲାରୁ ଆସିଥିବା ସଦସ୍ୟମାନେ ଅଂଶଗ୍ରହଣ କରିଥିଲେ। ଶିଶୁଙ୍କ ଅଧିକାର, ସୁରକ୍ଷା ଓ ଯତ୍ନ ସମ୍ପର୍କରେ ବିଶେଷଜ୍ଞମାନେ ବିସ୍ତୃତ ଆଲୋଚନା କରିଥିଲେ। ଆଇନଗତ ପ୍ରକ୍ରିୟା ଓ ପୁନର୍ବାସ ବ୍ୟବସ୍ଥା ଉପରେ ମଧ୍ୟ ଆଲୋକପାତ କରାଯାଇଥିଲା। xyxy=(244,655,306,694)
left-story3-body-2: ରାଜ୍ୟ ମହିଳା ଓ ଶିଶୁ ବିକାଶ ବିଭାଗ ଅଧୀନସ୍ଥ ଶିଶୁ ମଙ୍ଗଳ ସମିତିର ନୂତନ ସଦସ୍ୟମାନଙ୍କ ପାଇଁ ଦୁଇ ଦିନିଆ ତାଲିମ କାର୍ଯ୍ୟକ୍ରମ ଆୟୋଜିତ ହୋଇଯାଇଛି। ଏହି ଅବସରରେ ବିଭିନ୍ନ ଜିଲ୍ଲାରୁ ଆସିଥିବା ସଦସ୍ୟମାନେ xyxy=(3,528,41,562)
masthead-tagline: ଓଡ଼ିଶାର ଅଗ୍ରଣୀ ଦୈନିକ xyxy=(3,1,42,6)
congress-headline: କଂଗ୍ରେସ-ବିଜେଡି ମେଣ୍ଟ ପରିଷ୍କାର ହୋଇଯାଇଛି xyxy=(341,469,483,478)
sarala-emblem xyxy=(309,590,349,630)
hc-dateline: କଟକ, ୨୯ା୧୦ (ନି.ପ୍ର): xyxy=(302,268,335,272)
tiranga-body-3: ରାଜ୍ୟ ମହିଳା ଓ ଶିଶୁ ବିକାଶ ବିଭାଗ ଅଧୀନସ୍ଥ ଶିଶୁ ମଙ୍ଗଳ ସମିତିର ନୂତନ ସଦସ୍ୟମାନଙ୍କ ପାଇଁ ଦୁଇ ଦିନିଆ ତାଲିମ କାର୍ଯ୍ୟକ୍ରମ ଆୟୋଜିତ ହୋଇଯାଇଛି। ଏହି ଅବସରରେ ବିଭିନ୍ନ ଜିଲ୍ଲାରୁ ଆସିଥିବା ସଦସ୍ୟମାନେ ଅଂଶଗ୍ରହଣ କରିଥିଲେ। ଶିଶୁଙ୍କ ଅଧିକାର, ସୁରକ୍ଷା ଓ ଯତ୍ନ ସମ୍ପର୍କରେ ବିଶେଷଜ୍ଞମାନେ ବିସ୍ତୃତ ଆଲୋଚନା କରିଥିଲେ। ଆଇନଗତ ପ୍ରକ୍ରିୟା ଓ ପୁନର୍ବାସ ବ୍ୟବସ୍ଥା ଉପରେ ମଧ୍ୟ ଆଲୋକପାତ କରାଯାଇଥିଲା। xyxy=(110,344,146,417)
bottom-right-body-1 xyxy=(418,585,498,625)
